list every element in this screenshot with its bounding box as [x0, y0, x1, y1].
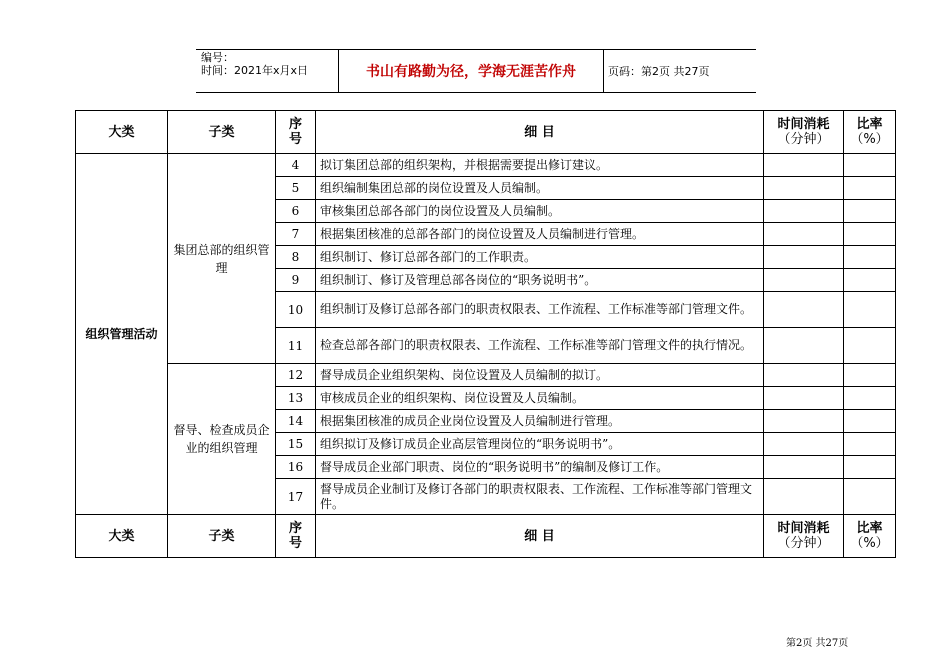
col-time: 时间消耗 （分钟）	[764, 515, 844, 558]
table-header-row-repeat	[76, 515, 896, 558]
table-header-row	[76, 111, 896, 154]
time-cell[interactable]	[764, 223, 844, 246]
detail-cell: 审核成员企业的组织架构、岗位设置及人员编制。	[316, 387, 764, 410]
seq-cell: 14	[276, 410, 316, 433]
ratio-cell[interactable]	[844, 479, 896, 515]
col-ratio: 比率 （%）	[844, 111, 896, 154]
ratio-cell[interactable]	[844, 387, 896, 410]
seq-cell: 8	[276, 246, 316, 269]
col-ratio: 比率 （%）	[844, 515, 896, 558]
time-cell[interactable]	[764, 328, 844, 364]
ratio-cell[interactable]	[844, 410, 896, 433]
seq-cell: 9	[276, 269, 316, 292]
seq-cell: 15	[276, 433, 316, 456]
number-label: 编号：	[201, 51, 234, 64]
category-cell: 组织管理活动	[76, 154, 168, 515]
detail-cell: 督导成员企业制订及修订各部门的职责权限表、工作流程、工作标准等部门管理文件。	[316, 479, 764, 515]
subcategory-cell: 集团总部的组织管理	[168, 154, 276, 364]
ratio-cell[interactable]	[844, 364, 896, 387]
time-cell[interactable]	[764, 154, 844, 177]
detail-cell: 督导成员企业组织架构、岗位设置及人员编制的拟订。	[316, 364, 764, 387]
detail-cell: 督导成员企业部门职责、岗位的“职务说明书”的编制及修订工作。	[316, 456, 764, 479]
time-cell[interactable]	[764, 479, 844, 515]
ratio-cell[interactable]	[844, 433, 896, 456]
detail-cell: 组织制订及修订总部各部门的职责权限表、工作流程、工作标准等部门管理文件。	[316, 292, 764, 328]
ratio-cell[interactable]	[844, 154, 896, 177]
col-time: 时间消耗 （分钟）	[764, 111, 844, 154]
page-code: 页码：第2页 共27页	[608, 65, 710, 78]
ratio-cell[interactable]	[844, 328, 896, 364]
page-header	[196, 49, 756, 93]
page-footer: 第2页 共27页	[786, 638, 849, 649]
subcategory-cell: 督导、检查成员企业的组织管理	[168, 364, 276, 515]
table-row	[76, 364, 896, 387]
motto: 书山有路勤为径，学海无涯苦作舟	[338, 50, 604, 92]
time-cell[interactable]	[764, 433, 844, 456]
seq-cell: 11	[276, 328, 316, 364]
detail-cell: 组织编制集团总部的岗位设置及人员编制。	[316, 177, 764, 200]
ratio-cell[interactable]	[844, 292, 896, 328]
ratio-cell[interactable]	[844, 223, 896, 246]
col-category: 大类	[76, 111, 168, 154]
seq-cell: 17	[276, 479, 316, 515]
time-cell[interactable]	[764, 387, 844, 410]
detail-cell: 拟订集团总部的组织架构，并根据需要提出修订建议。	[316, 154, 764, 177]
detail-cell: 根据集团核准的总部各部门的岗位设置及人员编制进行管理。	[316, 223, 764, 246]
time-cell[interactable]	[764, 410, 844, 433]
seq-cell: 5	[276, 177, 316, 200]
col-subcategory: 子类	[168, 515, 276, 558]
table-row	[76, 154, 896, 177]
time-cell[interactable]	[764, 456, 844, 479]
col-seq: 序号	[276, 515, 316, 558]
detail-cell: 组织拟订及修订成员企业高层管理岗位的“职务说明书”。	[316, 433, 764, 456]
col-detail: 细 目	[316, 515, 764, 558]
col-category: 大类	[76, 515, 168, 558]
detail-cell: 组织制订、修订及管理总部各岗位的“职务说明书”。	[316, 269, 764, 292]
time-cell[interactable]	[764, 269, 844, 292]
seq-cell: 16	[276, 456, 316, 479]
detail-cell: 根据集团核准的成员企业岗位设置及人员编制进行管理。	[316, 410, 764, 433]
seq-cell: 4	[276, 154, 316, 177]
activity-table	[75, 110, 896, 558]
seq-cell: 13	[276, 387, 316, 410]
time-label: 时间：2021年x月x日	[201, 64, 309, 77]
time-cell[interactable]	[764, 246, 844, 269]
seq-cell: 6	[276, 200, 316, 223]
ratio-cell[interactable]	[844, 200, 896, 223]
time-cell[interactable]	[764, 200, 844, 223]
col-subcategory: 子类	[168, 111, 276, 154]
detail-cell: 组织制订、修订总部各部门的工作职责。	[316, 246, 764, 269]
ratio-cell[interactable]	[844, 177, 896, 200]
time-cell[interactable]	[764, 177, 844, 200]
time-cell[interactable]	[764, 364, 844, 387]
seq-cell: 7	[276, 223, 316, 246]
seq-cell: 10	[276, 292, 316, 328]
header-meta	[201, 50, 336, 93]
ratio-cell[interactable]	[844, 269, 896, 292]
ratio-cell[interactable]	[844, 456, 896, 479]
detail-cell: 检查总部各部门的职责权限表、工作流程、工作标准等部门管理文件的执行情况。	[316, 328, 764, 364]
col-detail: 细 目	[316, 111, 764, 154]
time-cell[interactable]	[764, 292, 844, 328]
seq-cell: 12	[276, 364, 316, 387]
ratio-cell[interactable]	[844, 246, 896, 269]
col-seq: 序号	[276, 111, 316, 154]
detail-cell: 审核集团总部各部门的岗位设置及人员编制。	[316, 200, 764, 223]
